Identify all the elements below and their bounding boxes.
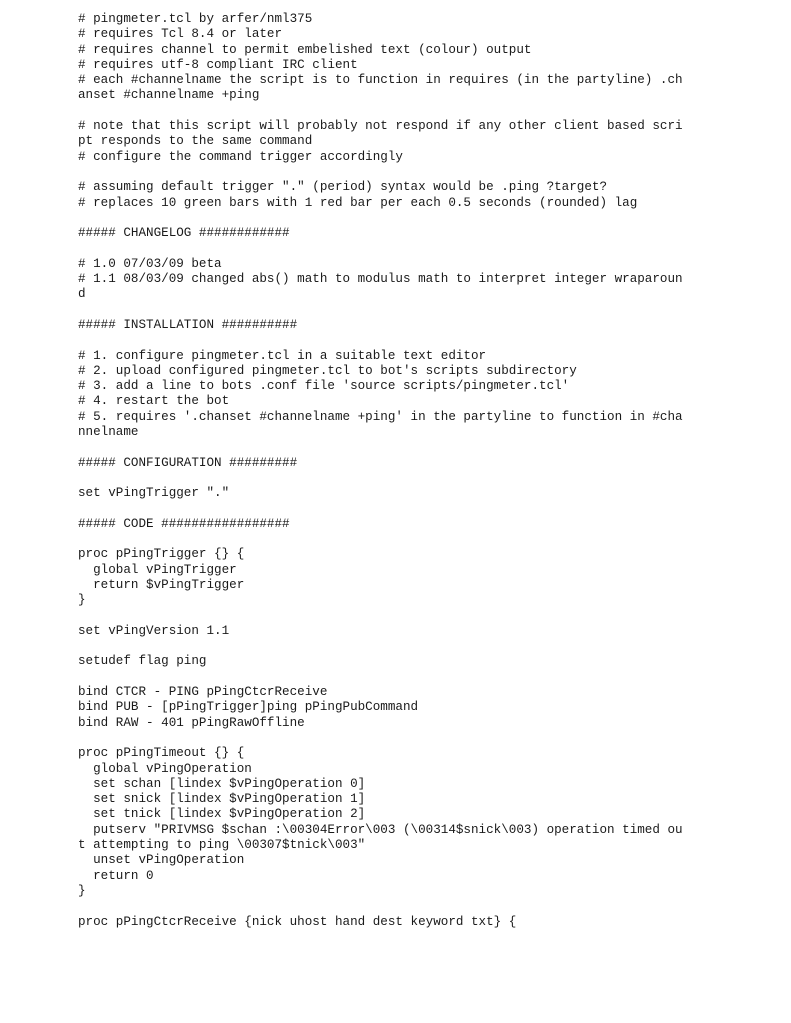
code-line: # 2. upload configured pingmeter.tcl to bot's scripts subdirectory <box>78 363 577 378</box>
code-line: # assuming default trigger "." (period) syntax would be .ping ?target? <box>78 180 608 195</box>
code-line: anset #channelname +ping <box>78 88 260 103</box>
code-line: # 4. restart the bot <box>78 394 230 409</box>
code-line <box>78 899 758 914</box>
code-line <box>78 440 758 455</box>
code-line <box>78 471 758 486</box>
code-line: # each #channelname the script is to function in requires (in the partyline) .ch <box>78 73 683 88</box>
code-line: # requires Tcl 8.4 or later <box>78 27 283 42</box>
code-line <box>78 532 758 547</box>
code-line: # note that this script will probably not respond if any other client based scri <box>78 119 683 134</box>
code-line: proc pPingCtcrReceive {nick uhost hand dest keyword txt} { <box>78 914 517 929</box>
code-line: # 1.1 08/03/09 changed abs() math to modulus math to interpret integer wraparoun <box>78 272 683 287</box>
code-listing <box>78 12 758 930</box>
code-line: global vPingTrigger <box>78 562 237 577</box>
code-line: set snick [lindex $vPingOperation 1] <box>78 792 366 807</box>
code-line: set vPingVersion 1.1 <box>78 623 230 638</box>
code-line: # pingmeter.tcl by arfer/nml375 <box>78 12 313 26</box>
code-line: } <box>78 883 86 898</box>
code-line <box>78 303 758 318</box>
code-line: # configure the command trigger accordingly <box>78 149 403 164</box>
code-line <box>78 104 758 119</box>
code-line: set schan [lindex $vPingOperation 0] <box>78 776 366 791</box>
code-line: # 3. add a line to bots .conf file 'source scripts/pingmeter.tcl' <box>78 379 570 394</box>
code-line <box>78 165 758 180</box>
code-line: proc pPingTimeout {} { <box>78 746 245 761</box>
code-line: unset vPingOperation <box>78 853 245 868</box>
code-line: t attempting to ping \00307$tnick\003" <box>78 838 366 853</box>
code-line <box>78 639 758 654</box>
code-line: } <box>78 593 86 608</box>
code-line <box>78 211 758 226</box>
code-line <box>78 241 758 256</box>
code-line <box>78 609 758 624</box>
code-line: # 1. configure pingmeter.tcl in a suitable text editor <box>78 348 487 363</box>
code-line: # requires channel to permit embelished text (colour) output <box>78 42 532 57</box>
code-line: return $vPingTrigger <box>78 577 245 592</box>
code-line: pt responds to the same command <box>78 134 313 149</box>
code-line: # 1.0 07/03/09 beta <box>78 256 222 271</box>
code-line: ##### CODE ################# <box>78 516 290 531</box>
code-line <box>78 502 758 517</box>
code-line: ##### CHANGELOG ############ <box>78 226 290 241</box>
code-line <box>78 731 758 746</box>
code-line: d <box>78 287 86 302</box>
code-line: set tnick [lindex $vPingOperation 2] <box>78 807 366 822</box>
code-line: # 5. requires '.chanset #channelname +ping' in the partyline to function in #cha <box>78 409 683 424</box>
code-line: ##### CONFIGURATION ######### <box>78 455 298 470</box>
code-line: # requires utf-8 compliant IRC client <box>78 57 358 72</box>
code-line: set vPingTrigger "." <box>78 486 230 501</box>
code-line: bind RAW - 401 pPingRawOffline <box>78 715 305 730</box>
code-line: proc pPingTrigger {} { <box>78 547 245 562</box>
code-line: # replaces 10 green bars with 1 red bar per each 0.5 seconds (rounded) lag <box>78 195 638 210</box>
code-line: setudef flag ping <box>78 654 207 669</box>
code-line: bind PUB - [pPingTrigger]ping pPingPubCommand <box>78 700 419 715</box>
code-line: putserv "PRIVMSG $schan :\00304Error\003 (\00314$snick\003) operation timed ou <box>78 822 683 837</box>
code-line <box>78 670 758 685</box>
code-line: return 0 <box>78 868 154 883</box>
code-line: nnelname <box>78 425 139 440</box>
code-line: bind CTCR - PING pPingCtcrReceive <box>78 685 328 700</box>
code-line: ##### INSTALLATION ########## <box>78 317 298 332</box>
code-line: global vPingOperation <box>78 761 252 776</box>
code-line <box>78 333 758 348</box>
